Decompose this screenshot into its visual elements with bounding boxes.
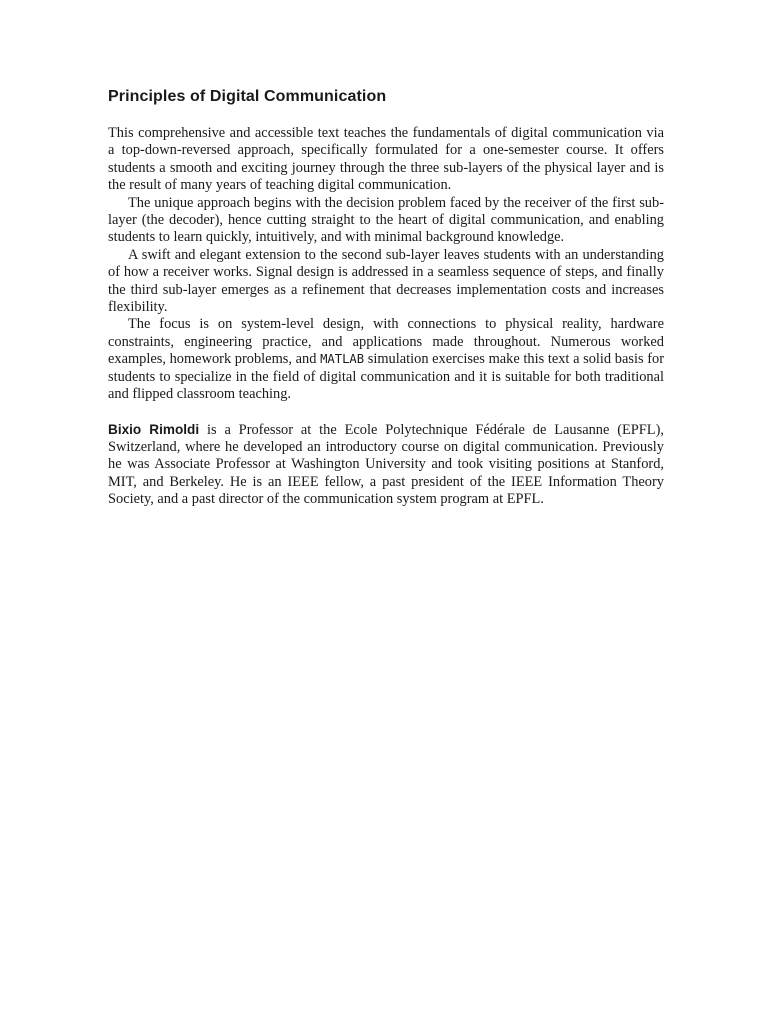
author-bio <box>108 421 664 509</box>
author-name: Bixio Rimoldi <box>108 421 200 437</box>
paragraph-intro: This comprehensive and accessible text teaches the fundamentals of digital communication via a top-down-reversed approach, specifically formulated for a one-semester course. It offers students a smooth and exciting journey through the three sub-layers of the physical layer and is the result of many years of teaching digital communication. <box>108 125 664 194</box>
paragraph-focus <box>108 316 664 403</box>
document-title: Principles of Digital Communication <box>108 88 387 105</box>
paragraph-approach: The unique approach begins with the decision problem faced by the receiver of the first sub-layer (the decoder), hence cutting straight to the heart of digital communication, and enabling students to learn quickly, intuitively, and with minimal background knowledge. <box>108 194 664 246</box>
author-bio-text: is a Professor at the Ecole Polytechnique Fédérale de Lausanne (EPFL), Switzerland, where he developed an introductory course on digital communication. Previously he was Associate Professor at Washington University and took visiting positions at Stanford, MIT, and Berkeley. He is an IEEE fellow, a past president of the IEEE Information Theory Society, and a past director of the communication system program at EPFL. <box>108 421 664 508</box>
document-body <box>108 86 664 509</box>
paragraph-extension: A swift and elegant extension to the second sub-layer leaves students with an understanding of how a receiver works. Signal design is addressed in a seamless sequence of steps, and finally the third sub-layer emerges as a refinement that decreases implementation costs and increases flexibility. <box>108 246 664 316</box>
paragraph-focus-text-end: simulation exercises make this text a solid basis for students to specialize in the field of digital communication and it is suitable for both traditional and flipped classroom teaching. <box>108 351 664 403</box>
matlab-code-text: MATLAB <box>320 352 365 367</box>
paragraph-focus-text-start: The focus is on system-level design, with connections to physical reality, hardware constraints, engineering practice, and applications made throughout. Numerous worked examples, homework problems, and <box>108 316 664 368</box>
